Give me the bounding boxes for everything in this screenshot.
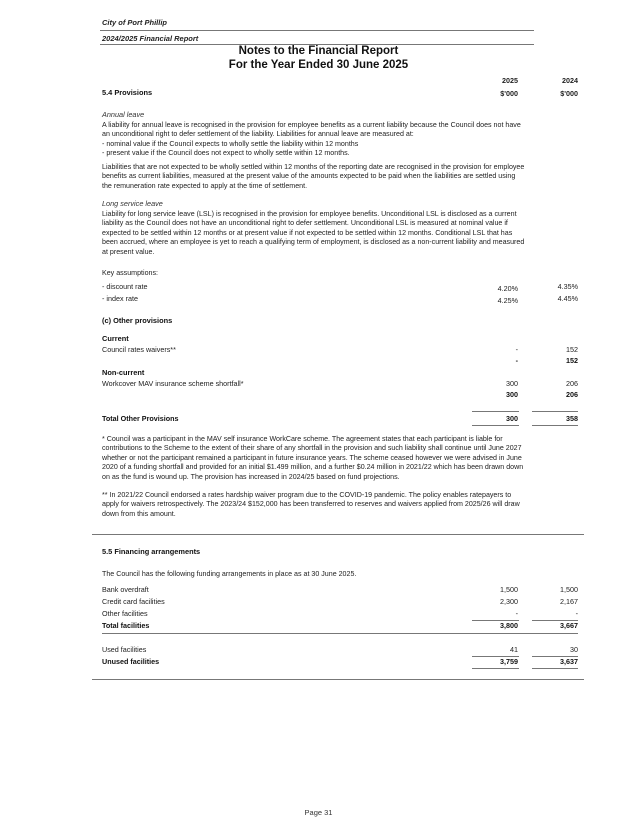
table-row — [102, 345, 578, 356]
value-2025: 1,500 — [500, 585, 518, 594]
column-unit-2024: $'000 — [560, 89, 578, 98]
subheading-current: Current — [102, 334, 129, 343]
total-rule-2024 — [532, 425, 578, 426]
text-line: * Council was a participant in the MAV self insurance WorkCare scheme. The agreement states that each participant is liable for — [102, 435, 503, 443]
total-row — [102, 657, 578, 668]
row-label: Credit card facilities — [102, 597, 165, 606]
value-2024: 3,637 — [560, 657, 578, 666]
value-2025: - — [515, 609, 518, 618]
total-rule-2025 — [472, 411, 519, 412]
section-heading-provisions: 5.4 Provisions — [102, 88, 153, 97]
subheading-long-service-leave: Long service leave — [102, 199, 163, 208]
page-title: Notes to the Financial Report — [238, 45, 399, 57]
annual-leave-paragraph — [102, 121, 578, 159]
text-line: on as the fund is wound up. The provision has increased in 2024/25 based on fund projections. — [102, 472, 400, 481]
lsl-paragraph — [102, 210, 578, 257]
page-number: Page 31 — [304, 808, 333, 817]
value-2024: 152 — [566, 345, 578, 354]
section-heading-financing: 5.5 Financing arrangements — [102, 547, 201, 556]
section-divider — [92, 534, 584, 535]
header-divider — [100, 30, 534, 31]
text-line: Liabilities that are not expected to be wholly settled within 12 months of the reporting date are recognised in the provision for employee — [102, 163, 525, 171]
column-year-2025: 2025 — [502, 76, 518, 85]
value-2025: 300 — [506, 379, 518, 388]
text-line: - nominal value if the Council expects to wholly settle the liability within 12 months — [102, 139, 359, 148]
text-line: - present value if the Council does not expect to wholly settle within 12 months. — [102, 149, 350, 158]
value-2025: 3,800 — [500, 621, 518, 630]
total-rule-2024 — [532, 411, 578, 412]
organisation-name: City of Port Phillip — [102, 18, 167, 27]
text-line: contributions to the Scheme to the extent of their share of any shortfall in the provision and such liability shall continue until June 2027 — [102, 444, 522, 453]
text-line: down from this amount. — [102, 509, 176, 518]
total-rule-2024 — [532, 668, 578, 669]
footnote-rates-waiver — [102, 491, 578, 519]
row-label: Used facilities — [102, 645, 147, 654]
assumption-row — [102, 294, 578, 305]
row-label: - discount rate — [102, 282, 148, 291]
value-2024: 3,667 — [560, 621, 578, 630]
table-row — [102, 609, 578, 620]
table-row — [102, 645, 578, 656]
table-row — [102, 379, 578, 390]
value-2024: 30 — [570, 645, 578, 654]
subheading-non-current: Non-current — [102, 368, 145, 377]
value-2025: 300 — [506, 414, 518, 423]
value-2024: 1,500 — [560, 585, 578, 594]
subtotal-row — [102, 390, 578, 401]
text-line: an unconditional right to defer settlement of the liability. Liabilities for annual leave are measured at: — [102, 130, 414, 139]
value-2024: 2,167 — [560, 597, 578, 606]
total-underline — [102, 633, 578, 634]
text-line: been accrued, where an employee is yet to reach a qualifying term of employment, is disclosed as a non-current liability and measured — [102, 238, 525, 247]
table-row — [102, 585, 578, 596]
column-unit-2025: $'000 — [500, 89, 518, 98]
value-2025: 41 — [510, 645, 518, 654]
total-row — [102, 621, 578, 632]
value-2025: - — [515, 356, 518, 365]
value-2025: 300 — [506, 390, 518, 399]
column-year-2024: 2024 — [562, 76, 578, 85]
row-label: Unused facilities — [102, 657, 160, 666]
text-line: the remuneration rate expected to apply at the time of settlement. — [102, 181, 308, 190]
value-2025: 4.20% — [497, 284, 518, 293]
row-label: Bank overdraft — [102, 585, 149, 594]
text-line: Liability for long service leave (LSL) is recognised in the provision for employee benefits. Unconditional LSL is disclosed as a current — [102, 210, 517, 218]
row-label: Total facilities — [102, 621, 150, 630]
report-name: 2024/2025 Financial Report — [102, 34, 199, 43]
text-line: ** In 2021/22 Council endorsed a rates hardship waiver program due to the COVID-19 pandemic. The policy enables ratepayers to — [102, 491, 512, 499]
value-2025: - — [515, 345, 518, 354]
value-2024: 358 — [566, 414, 578, 423]
subtotal-row — [102, 356, 578, 367]
footnote-workcare — [102, 435, 578, 482]
text-line: benefits as current liabilities, measured at the present value of the amounts expected to be paid when the liabilities are settled using — [102, 172, 516, 181]
key-assumptions-label: Key assumptions: — [102, 269, 158, 277]
text-line: apply for waivers retrospectively. The 2023/24 $152,000 has been transferred to reserves and waivers applied from 2025/26 will draw — [102, 500, 520, 509]
subheading-other-provisions: (c) Other provisions — [102, 316, 173, 325]
value-2024: - — [575, 609, 578, 618]
value-2024: 206 — [566, 390, 578, 399]
value-2025: 2,300 — [500, 597, 518, 606]
value-2025: 4.25% — [497, 296, 518, 305]
text-line: 2020 of a funding shortfall and provided for an initial $1.499 million, and a further $0.24 million in 2021/22 which has been drawn down — [102, 463, 524, 472]
text-line: whether or not the participant remained a participant in future insurance years. The scheme ceased however we were advised in June — [102, 453, 522, 462]
page-subtitle: For the Year Ended 30 June 2025 — [228, 59, 409, 71]
text-line: A liability for annual leave is recognised in the provision for employee benefits as a current liability because the Council does not have — [102, 121, 521, 129]
text-line: at present value. — [102, 247, 155, 256]
value-2024: 4.45% — [557, 294, 578, 303]
annual-leave-paragraph-2 — [102, 163, 578, 191]
financing-intro: The Council has the following funding arrangements in place as at 30 June 2025. — [102, 570, 357, 578]
text-line: expected to be settled within 12 months or at present value if not expected to be settled within 12 months. Conditional LSL that has — [102, 228, 513, 237]
total-rule-2025 — [472, 425, 519, 426]
row-label: - index rate — [102, 294, 138, 303]
value-2024: 4.35% — [557, 282, 578, 291]
subheading-annual-leave: Annual leave — [102, 110, 145, 119]
total-rule-2025 — [472, 668, 519, 669]
value-2024: 206 — [566, 379, 578, 388]
value-2025: 3,759 — [500, 657, 518, 666]
row-label: Total Other Provisions — [102, 414, 179, 423]
total-row — [102, 414, 578, 425]
row-label: Council rates waivers** — [102, 345, 176, 354]
assumption-row — [102, 282, 578, 293]
section-divider — [92, 679, 584, 680]
row-label: Other facilities — [102, 609, 148, 618]
text-line: liability as the Council does not have an unconditional right to defer settlement. Unconditional LSL is measured at nominal value if — [102, 219, 508, 228]
table-row — [102, 597, 578, 608]
row-label: Workcover MAV insurance scheme shortfall* — [102, 379, 244, 388]
value-2024: 152 — [566, 356, 578, 365]
